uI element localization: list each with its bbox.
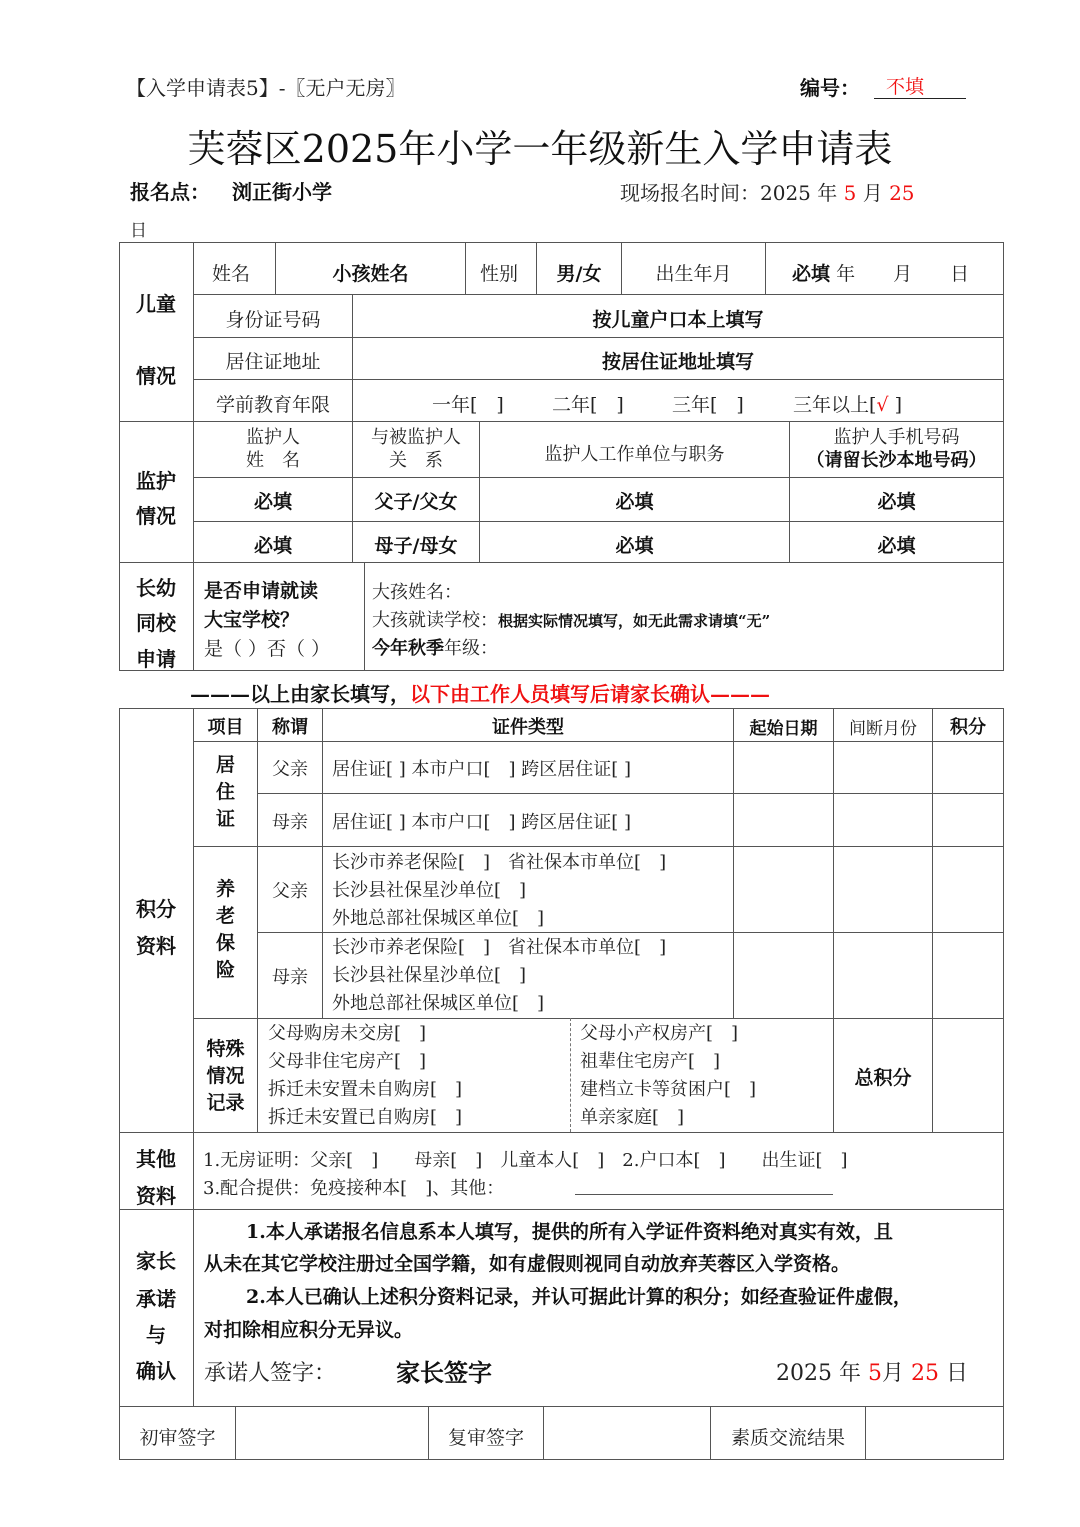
child-preschool-label: 学前教育年限 [215, 394, 330, 416]
pension-label-4: 险 [215, 959, 235, 981]
child-id-label: 身份证号码 [225, 309, 321, 331]
grade-row[interactable] [372, 634, 498, 660]
col-score: 积分 [950, 717, 986, 738]
sign-value[interactable]: 家长签字 [396, 1358, 492, 1387]
sibling-label-1: 长幼 [136, 576, 176, 600]
child-birth-units: 年 月 日 [836, 263, 970, 285]
pension-father-line-3: 外地总部社保城区单位[ ] [332, 908, 545, 929]
pledge-date-day-unit: 日 [946, 1361, 969, 1386]
serial-field[interactable] [874, 72, 966, 99]
special-label-1: 特殊 [206, 1038, 245, 1060]
sign-label: 承诺人签字： [204, 1361, 337, 1386]
special-right-options[interactable] [580, 1020, 756, 1132]
points-section-label-2: 资料 [136, 934, 176, 958]
guardian-col-name [194, 426, 352, 472]
guardian-col-work: 监护人工作单位与职务 [544, 444, 725, 465]
child-address-label: 居住证地址 [225, 351, 321, 373]
guardian-col-name-1: 监护人 [246, 427, 300, 448]
first-review-field[interactable] [237, 1408, 427, 1458]
sibling-label-2: 同校 [136, 611, 176, 635]
residence-father: 父亲 [272, 759, 308, 780]
divider-right: 以下由工作人员填写后请家长确认——— [410, 682, 770, 706]
preschool-option-3[interactable]: 三年[ ] [672, 394, 744, 416]
preschool-option-4[interactable] [793, 390, 902, 417]
section-divider [190, 678, 770, 707]
guardian-col-phone-1: 监护人手机号码 [833, 427, 960, 448]
other-line-1[interactable]: 1.无房证明：父亲[ ] 母亲[ ] 儿童本人[ ] 2.户口本[ ] 出生证[ ] [203, 1150, 848, 1171]
checkmark-icon: √ [876, 394, 889, 416]
divider-left: ———以上由家长填写， [190, 682, 410, 706]
other-blank-line[interactable] [575, 1194, 833, 1195]
guardian-col-relation-1: 与被监护人 [371, 427, 461, 448]
guardian-section-label-2: 情况 [136, 504, 176, 528]
elder-school-row[interactable] [372, 606, 770, 632]
time-day-unit: 日 [130, 221, 147, 241]
residence-mother: 母亲 [272, 812, 308, 833]
pledge-label-2: 承诺 [136, 1287, 176, 1311]
elder-name-label: 大孩姓名： [372, 582, 462, 603]
pension-label-3: 保 [215, 932, 235, 954]
residence-label-2: 住 [215, 781, 235, 803]
guardian-1-name[interactable]: 必填 [253, 491, 292, 513]
sibling-question-2: 大宝学校？ [204, 609, 300, 631]
pledge-para-1a: 1.本人承诺报名信息系本人填写，提供的所有入学证件资料绝对真实有效，且 [246, 1221, 893, 1243]
pension-mother-line-1: 长沙市养老保险[ ] 省社保本市单位[ ] [332, 937, 667, 958]
pension-mother: 母亲 [272, 967, 308, 988]
child-name-label: 姓名 [212, 263, 251, 285]
child-gender-value[interactable]: 男/女 [556, 263, 602, 285]
child-section-label-1: 儿童 [136, 292, 176, 316]
special-label-3: 记录 [206, 1092, 245, 1114]
pledge-date[interactable] [776, 1356, 968, 1387]
grade-label-bold: 今年秋季 [372, 638, 444, 659]
time-month-unit: 月 [862, 181, 883, 205]
guardian-section-label-1: 监护 [136, 469, 176, 493]
guardian-col-relation [353, 426, 479, 472]
special-right-4: 单亲家庭[ ] [580, 1107, 685, 1128]
pension-father: 父亲 [272, 881, 308, 902]
time-day: 25 [889, 181, 915, 205]
special-label-2: 情况 [206, 1065, 245, 1087]
guardian-1-phone[interactable]: 必填 [877, 491, 916, 513]
elder-school-hint: 根据实际情况填写，如无此需求请填“无” [498, 612, 771, 630]
sibling-yes-no[interactable]: 是（ ）否（ ） [204, 638, 331, 660]
residence-father-options[interactable]: 居住证[ ] 本市户口[ ] 跨区居住证[ ] [332, 759, 632, 780]
pension-mother-line-3: 外地总部社保城区单位[ ] [332, 993, 545, 1014]
pledge-label-1: 家长 [136, 1249, 176, 1273]
special-right-1: 父母小产权房产[ ] [580, 1023, 739, 1044]
preschool-option-4-suffix: ] [894, 394, 902, 416]
pledge-date-month: 5 [867, 1361, 882, 1386]
grade-label-rest: 年级： [444, 638, 498, 659]
residence-label [194, 752, 257, 833]
col-start-date: 起始日期 [749, 719, 818, 739]
guardian-col-phone [790, 426, 1003, 472]
guardian-1-work[interactable]: 必填 [615, 491, 654, 513]
pension-father-line-2: 长沙县社保星沙单位[ ] [332, 880, 527, 901]
col-doc-type: 证件类型 [492, 717, 564, 738]
guardian-2-work[interactable]: 必填 [615, 535, 654, 557]
guardian-2-name[interactable]: 必填 [253, 535, 292, 557]
special-left-1: 父母购房未交房[ ] [268, 1023, 427, 1044]
pledge-date-year: 2025 年 [776, 1361, 861, 1386]
pension-mother-options[interactable] [332, 934, 666, 1018]
page-title: 芙蓉区2025年小学一年级新生入学申请表 [187, 127, 893, 171]
guardian-2-relation[interactable]: 母子/母女 [374, 535, 458, 557]
child-birth-field[interactable] [792, 259, 969, 286]
col-gap-months: 间断月份 [849, 719, 917, 739]
second-review-field[interactable] [545, 1408, 709, 1458]
special-label [194, 1036, 257, 1117]
pledge-date-day: 25 [911, 1361, 939, 1386]
pledge-para-2b: 对扣除相应积分无异议。 [204, 1319, 414, 1341]
points-section-label-1: 积分 [136, 897, 176, 921]
pledge-para-2a: 2.本人已确认上述积分资料记录，并认可据此计算的积分；如经查验证件虚假， [246, 1286, 912, 1308]
elder-school-label: 大孩就读学校： [372, 610, 498, 631]
pledge-date-month-unit: 月 [881, 1361, 904, 1386]
serial-label: 编号： [800, 76, 860, 100]
form-tag: 【入学申请表5】-〖无户无房〗 [126, 76, 406, 100]
special-left-4: 拆迁未安置已自购房[ ] [268, 1107, 463, 1128]
child-birth-label: 出生年月 [655, 263, 732, 285]
pension-label [194, 876, 257, 984]
guardian-col-relation-2: 关 系 [389, 450, 443, 471]
guardian-1-relation[interactable]: 父子/父女 [374, 491, 458, 513]
preschool-option-4-prefix: 三年以上[ [793, 394, 877, 416]
time-label-text: 现场报名时间：2025 年 [620, 181, 838, 205]
sibling-label-3: 申请 [136, 647, 176, 671]
quality-result-field[interactable] [867, 1408, 1002, 1458]
pledge-label-3: 与 [146, 1323, 166, 1347]
other-section-label-1: 其他 [136, 1147, 176, 1171]
col-title: 称谓 [272, 717, 308, 738]
preschool-option-1[interactable]: 一年[ ] [432, 394, 504, 416]
time-label [620, 177, 915, 206]
pension-label-1: 养 [215, 878, 235, 900]
total-score-label: 总积分 [854, 1067, 912, 1089]
residence-label-1: 居 [215, 754, 235, 776]
guardian-col-name-2: 姓 名 [246, 450, 300, 471]
pension-father-line-1: 长沙市养老保险[ ] 省社保本市单位[ ] [332, 852, 667, 873]
serial-value: 不填 [886, 76, 925, 98]
special-right-2: 祖辈住宅房产[ ] [580, 1051, 721, 1072]
residence-label-3: 证 [215, 808, 235, 830]
special-right-3: 建档立卡等贫困户[ ] [580, 1079, 757, 1100]
other-section-label-2: 资料 [136, 1184, 176, 1208]
other-line-2[interactable]: 3.配合提供：免疫接种本[ ]、其他： [203, 1178, 505, 1199]
guardian-2-phone[interactable]: 必填 [877, 535, 916, 557]
preschool-option-2[interactable]: 二年[ ] [552, 394, 624, 416]
time-month: 5 [843, 181, 857, 205]
quality-result-label: 素质交流结果 [730, 1427, 845, 1449]
child-birth-value: 必填 [792, 263, 831, 285]
pension-mother-line-2: 长沙县社保星沙单位[ ] [332, 965, 527, 986]
child-name-value[interactable]: 小孩姓名 [332, 263, 409, 285]
child-address-value[interactable]: 按居住证地址填写 [601, 351, 754, 373]
pension-label-2: 老 [215, 905, 235, 927]
special-left-2: 父母非住宅房产[ ] [268, 1051, 427, 1072]
special-left-3: 拆迁未安置未自购房[ ] [268, 1079, 463, 1100]
site-value: 浏正街小学 [232, 180, 332, 204]
site-label: 报名点： [130, 180, 210, 204]
residence-mother-options[interactable]: 居住证[ ] 本市户口[ ] 跨区居住证[ ] [332, 812, 632, 833]
child-gender-label: 性别 [480, 263, 519, 285]
second-review-label: 复审签字 [447, 1427, 524, 1449]
pledge-label-4: 确认 [136, 1359, 176, 1383]
col-item: 项目 [207, 717, 244, 738]
pledge-para-1b: 从未在其它学校注册过全国学籍，如有虚假则视同自动放弃芙蓉区入学资格。 [204, 1253, 851, 1275]
child-section-label-2: 情况 [136, 364, 176, 388]
first-review-label: 初审签字 [139, 1427, 216, 1449]
child-id-value[interactable]: 按儿童户口本上填写 [592, 309, 764, 331]
pension-father-options[interactable] [332, 849, 666, 933]
guardian-col-phone-2: （请留长沙本地号码） [806, 450, 987, 471]
special-left-options[interactable] [268, 1020, 462, 1132]
sibling-question-1: 是否申请就读 [204, 580, 319, 602]
